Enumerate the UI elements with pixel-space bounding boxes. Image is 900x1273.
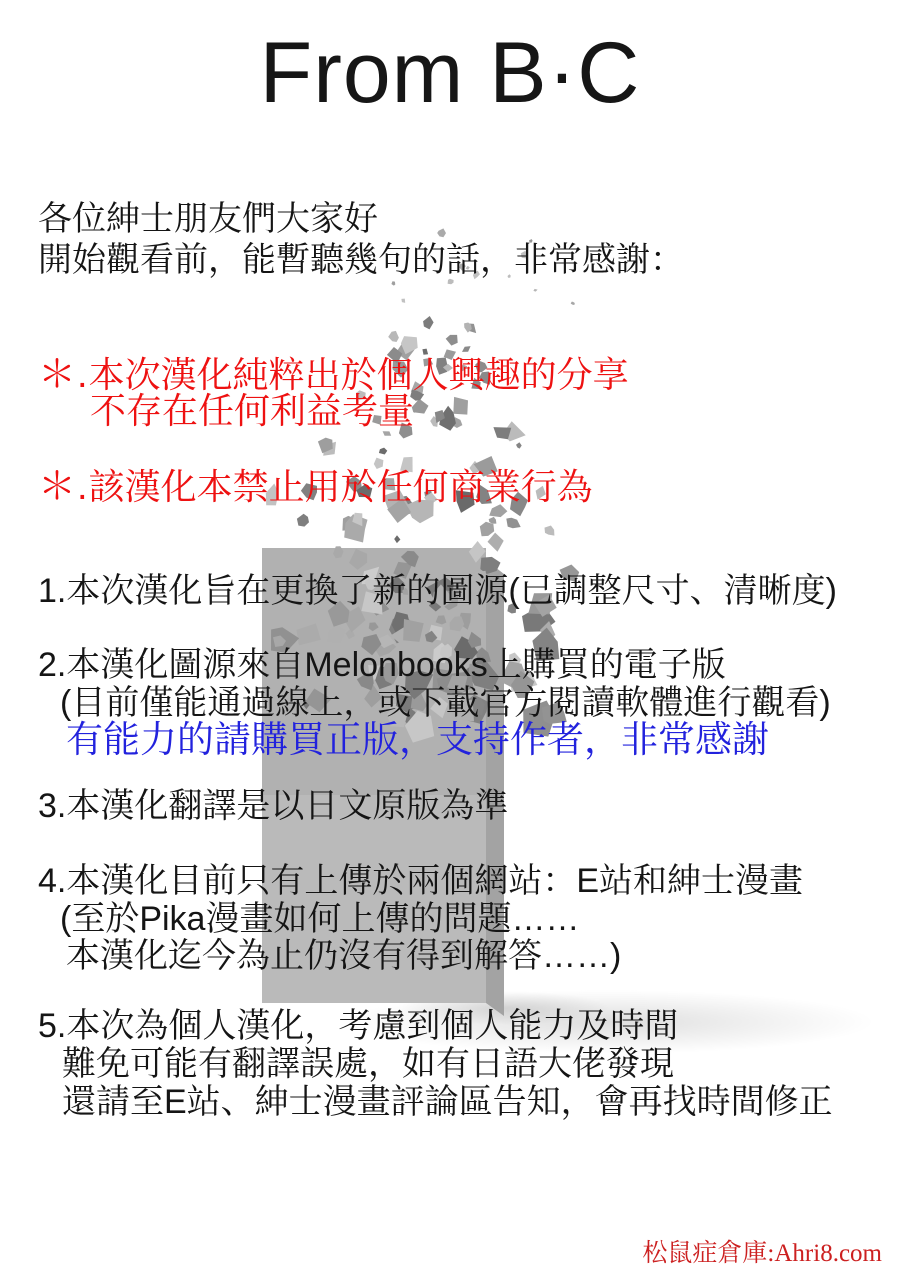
note-5-line-2: 難免可能有翻譯誤處，如有日語大佬發現 xyxy=(62,1045,674,1083)
note-4-line-2: (至於Pika漫畫如何上傳的問題…… xyxy=(60,900,580,938)
debris-shard xyxy=(516,442,522,448)
debris-shard xyxy=(489,517,497,524)
debris-shard xyxy=(297,514,309,527)
warning-1-line-1: ＊.本次漢化純粹出於個人興趣的分享 xyxy=(38,354,629,396)
asterisk-marker: ＊. xyxy=(38,354,89,396)
note-1-line-1: 1.本次漢化旨在更換了新的圖源(已調整尺寸、清晰度) xyxy=(38,572,838,610)
debris-shard xyxy=(394,535,400,543)
debris-shard xyxy=(446,335,458,346)
debris-shard xyxy=(412,399,429,414)
debris-shard xyxy=(448,279,454,285)
debris-shard xyxy=(545,526,555,536)
debris-shard xyxy=(423,316,434,329)
debris-shard xyxy=(488,533,504,552)
warning-1-line-2: 不存在任何利益考量 xyxy=(90,390,415,431)
debris-shard xyxy=(379,448,387,455)
note-3-line-1: 3.本漢化翻譯是以日文原版為準 xyxy=(38,787,509,825)
debris-shard xyxy=(506,518,520,529)
debris-shard xyxy=(388,331,399,342)
debris-shard xyxy=(571,302,575,305)
note-5-line-3: 還請至E站、紳士漫畫評論區告知，會再找時間修正 xyxy=(62,1083,833,1121)
debris-shard xyxy=(391,281,395,285)
note-2-line-1: 2.本漢化圖源來自Melonbooks上購買的電子版 xyxy=(38,646,726,684)
debris-shard xyxy=(533,289,537,292)
note-2-highlight-line: 有能力的請購買正版，支持作者，非常感謝 xyxy=(66,719,769,760)
page-title: From B·C xyxy=(259,25,641,121)
debris-shard xyxy=(383,431,392,436)
note-4-line-1: 4.本漢化目前只有上傳於兩個網站：E站和紳士漫畫 xyxy=(38,862,804,900)
debris-shard xyxy=(453,397,468,415)
note-5-line-1: 5.本次為個人漢化，考慮到個人能力及時間 xyxy=(38,1007,679,1045)
warning-2-line-1: ＊.該漢化本禁止用於任何商業行為 xyxy=(38,466,593,508)
note-2-line-2: (目前僅能通過線上，或下載官方閱讀軟體進行觀看) xyxy=(60,684,831,722)
greeting-line-1: 各位紳士朋友們大家好 xyxy=(38,200,378,238)
debris-shard xyxy=(437,228,446,237)
debris-shard xyxy=(480,522,494,536)
asterisk-marker: ＊. xyxy=(38,466,89,508)
note-4-line-3: 本漢化迄今為止仍沒有得到解答……) xyxy=(66,937,622,975)
greeting-line-2: 開始觀看前，能暫聽幾句的話，非常感謝： xyxy=(38,241,684,279)
watermark-footer: 松鼠症倉庫:Ahri8.com xyxy=(642,1240,882,1267)
debris-shard xyxy=(462,346,471,352)
debris-shard xyxy=(401,299,405,303)
